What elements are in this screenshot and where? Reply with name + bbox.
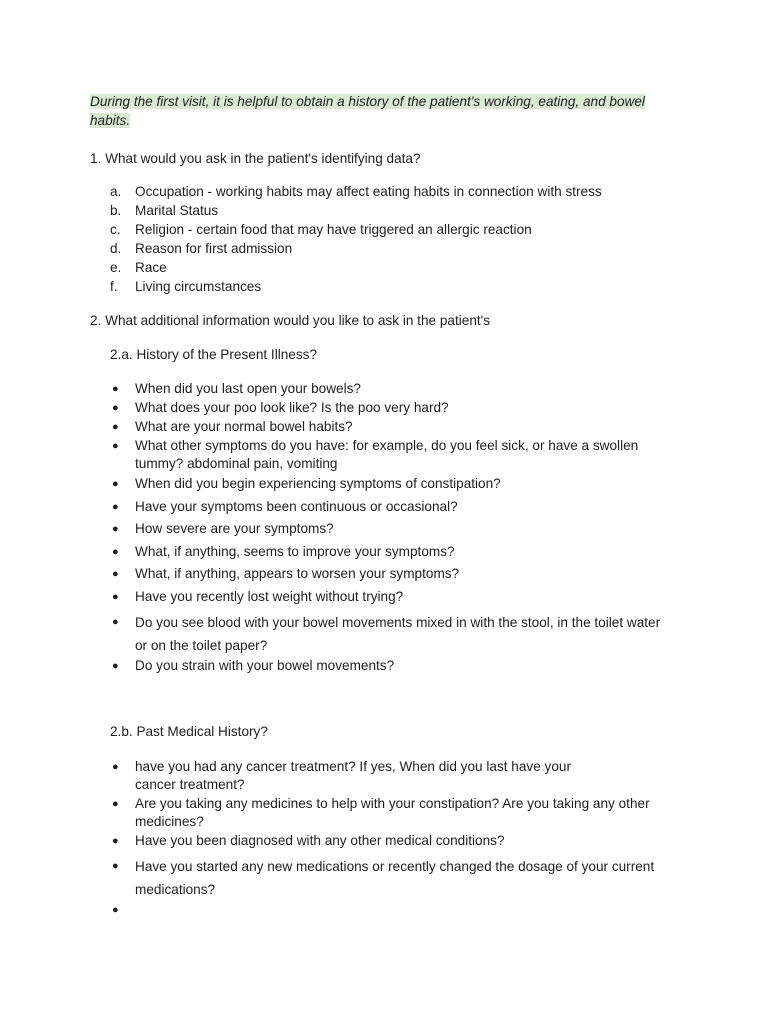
bullet-item <box>110 901 670 923</box>
present-illness-list <box>110 380 670 679</box>
list-item-text: Living circumstances <box>135 279 262 294</box>
list-item-text: Religion - certain food that may have triggered an allergic reaction <box>135 222 532 237</box>
bullet-text: have you had any cancer treatment? If yes, When did you last have your cancer treatment? <box>135 759 572 792</box>
bullet-icon: ● <box>112 591 119 603</box>
subheading-2b: 2.b. Past Medical History? <box>110 724 268 739</box>
bullet-item <box>110 399 670 418</box>
list-item <box>110 258 602 277</box>
bullet-icon: ● <box>112 860 119 872</box>
list-item-text: Marital Status <box>135 203 219 218</box>
bullet-item <box>110 475 670 498</box>
bullet-item <box>110 498 670 520</box>
bullet-text: Have your symptoms been continuous or occasional? <box>135 499 458 514</box>
bullet-icon: ● <box>112 523 119 535</box>
list-item <box>110 239 602 258</box>
bullet-icon: ● <box>112 616 119 628</box>
bullet-text: When did you begin experiencing symptoms of constipation? <box>135 476 501 491</box>
identifying-data-list <box>110 182 602 296</box>
bullet-item <box>110 437 670 475</box>
bullet-text: Have you been diagnosed with any other medical conditions? <box>135 833 505 848</box>
question-1: 1. What would you ask in the patient's identifying data? <box>90 151 421 166</box>
bullet-text: Do you see blood with your bowel movements mixed in with the stool, in the toilet water or on the toilet paper? <box>135 615 661 653</box>
bullet-text: Have you started any new medications or recently changed the dosage of your current medications? <box>135 859 655 897</box>
list-item-text: Race <box>135 260 167 275</box>
list-item <box>110 182 602 201</box>
bullet-icon: ● <box>112 402 119 414</box>
bullet-icon: ● <box>112 478 119 490</box>
list-marker: b. <box>110 203 122 218</box>
bullet-item <box>110 611 670 657</box>
bullet-item <box>110 855 670 901</box>
list-marker: f. <box>110 279 118 294</box>
bullet-text: What, if anything, appears to worsen your symptoms? <box>135 566 460 581</box>
bullet-text: What are your normal bowel habits? <box>135 419 353 434</box>
bullet-icon: ● <box>112 383 119 395</box>
bullet-text: When did you last open your bowels? <box>135 381 361 396</box>
list-marker: a. <box>110 184 122 199</box>
list-item-text: Occupation - working habits may affect eating habits in connection with stress <box>135 184 602 199</box>
list-marker: c. <box>110 222 121 237</box>
bullet-item <box>110 543 670 565</box>
list-item <box>110 201 602 220</box>
bullet-icon: ● <box>112 440 119 452</box>
bullet-item <box>110 795 670 832</box>
list-item-text: Reason for first admission <box>135 241 293 256</box>
bullet-item <box>110 565 670 588</box>
intro-highlight: During the first visit, it is helpful to obtain a history of the patient's working, eating, and bowel habits. <box>90 94 645 128</box>
bullet-item <box>110 657 670 679</box>
bullet-text: What, if anything, seems to improve your symptoms? <box>135 544 455 559</box>
past-medical-history-list <box>110 758 670 923</box>
list-marker: e. <box>110 260 122 275</box>
bullet-text: What other symptoms do you have: for example, do you feel sick, or have a swollen tummy? abdominal pain, vomiting <box>135 438 639 471</box>
bullet-text: Do you strain with your bowel movements? <box>135 658 395 673</box>
bullet-item <box>110 418 670 437</box>
bullet-text: Have you recently lost weight without trying? <box>135 589 404 604</box>
bullet-icon: ● <box>112 798 119 810</box>
bullet-icon: ● <box>112 761 119 773</box>
list-item <box>110 277 602 296</box>
intro-paragraph <box>90 92 680 130</box>
bullet-icon: ● <box>112 501 119 513</box>
subheading-2a: 2.a. History of the Present Illness? <box>110 347 318 362</box>
bullet-item <box>110 832 670 855</box>
bullet-item <box>110 588 670 611</box>
bullet-text: What does your poo look like? Is the poo very hard? <box>135 400 449 415</box>
list-marker: d. <box>110 241 122 256</box>
bullet-icon: ● <box>112 660 119 672</box>
bullet-icon: ● <box>112 546 119 558</box>
bullet-item <box>110 758 670 795</box>
bullet-icon: ● <box>112 835 119 847</box>
list-item <box>110 220 602 239</box>
bullet-icon: ● <box>112 568 119 580</box>
bullet-text: Are you taking any medicines to help with your constipation? Are you taking any other medicines? <box>135 796 650 829</box>
bullet-item <box>110 380 670 399</box>
bullet-icon: ● <box>112 904 119 916</box>
bullet-text: How severe are your symptoms? <box>135 521 334 536</box>
question-2: 2. What additional information would you like to ask in the patient's <box>90 313 491 328</box>
bullet-icon: ● <box>112 421 119 433</box>
bullet-item <box>110 520 670 543</box>
